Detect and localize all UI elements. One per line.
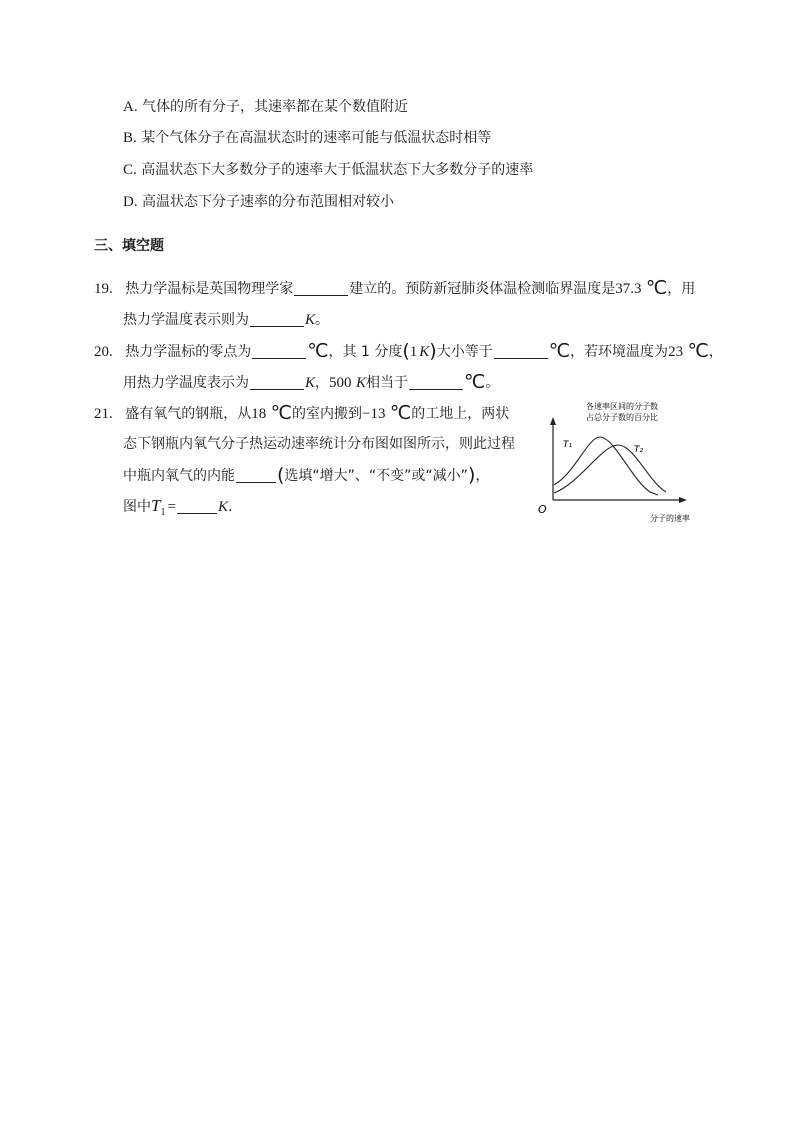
q20-paren-right: ) [429, 340, 437, 362]
q19-text-a: 热力学温标是英国物理学家 [125, 281, 294, 297]
option-b-text: 某个气体分子在高温状态时的速率可能与低温状态时相等 [141, 130, 492, 146]
option-c-text: 高温状态下大多数分子的速率大于低温状态下大多数分子的速率 [141, 162, 534, 178]
q20-text-g: ， [315, 375, 330, 391]
figure-ylabel-line1: 各速率区间的分子数 [586, 402, 658, 411]
q21-blank-1[interactable] [236, 468, 276, 483]
option-d-text: 高温状态下分子速率的分布范围相对较小 [142, 194, 395, 210]
q21-unit-c-2: ℃ [389, 402, 412, 424]
q20-blank-3[interactable] [250, 375, 304, 390]
q20-text-a: 热力学温标的零点为 [125, 344, 252, 360]
q19-text-e: 。 [315, 312, 330, 328]
q20-number: 20. [94, 344, 113, 360]
q21-T: T [151, 496, 161, 515]
option-b [123, 128, 491, 148]
q21-sub-1: 1 [160, 506, 166, 518]
q21-text-g: 图中 [123, 499, 151, 515]
q21-text-d: 中瓶内氧气的内能 [123, 468, 235, 484]
figure-ylabel-line2: 占总分子数的百分比 [586, 413, 658, 422]
q20-text-d: ，若环境温度为 [570, 344, 669, 360]
q21-line2: 态下钢瓶内氧气分子热运动速率统计分布图如图所示，则此过程 [123, 436, 515, 452]
q20-blank-2[interactable] [494, 344, 548, 359]
q20-unit-k-2: K [305, 375, 316, 391]
q19-blank-2[interactable] [250, 312, 304, 327]
q20-text-f: 用热力学温度表示为 [123, 375, 249, 391]
q19-text-c: ，用 [667, 281, 696, 297]
q19-text-b: 建立的。预防新冠肺炎体温检测临界温度是 [349, 281, 616, 297]
q19-line1 [94, 278, 695, 299]
figure-xlabel: 分子的速率 [650, 514, 690, 523]
figure-x-arrow-icon [679, 497, 687, 503]
q20-text-c: 大小等于 [436, 344, 493, 360]
q21-text-f: ， [475, 468, 490, 484]
q19-text-d: 热力学温度表示则为 [123, 312, 249, 328]
q21-line4 [123, 496, 232, 523]
figure-y-arrow-icon [550, 417, 556, 425]
q20-unit-c-3: ℃ [687, 340, 709, 362]
q20-text-i: 。 [485, 375, 500, 391]
figure-label-t2: T₂ [634, 445, 644, 455]
q20-unit-c-2: ℃ [548, 340, 571, 362]
q20-blank-1[interactable] [252, 344, 306, 359]
q21-text-e: 选填“增大”、“不变”或“减小” [284, 468, 468, 484]
section-title: 三、填空题 [94, 238, 164, 254]
q20-text-b: ，其 1 分度 [328, 344, 403, 360]
q21-text-c: 的工地上，两状 [411, 406, 510, 422]
q21-temp-2: −13 [362, 406, 386, 422]
q20-line1 [94, 341, 723, 362]
q19-line2 [123, 310, 329, 330]
q21-text-h: . [227, 499, 233, 515]
q21-blank-2[interactable] [177, 499, 217, 514]
q21-paren-right: ) [467, 464, 476, 486]
q21-unit-k: K [217, 499, 228, 515]
q19-blank-1[interactable] [294, 281, 348, 296]
figure-origin-label: O [538, 503, 547, 516]
q21-paren-left: ( [277, 464, 285, 486]
option-c-label: C. [123, 162, 137, 178]
option-a [123, 97, 408, 117]
q21-text-b: 的室内搬到 [292, 406, 362, 422]
q21-unit-c-1: ℃ [270, 402, 292, 424]
q19-number: 19. [94, 281, 113, 297]
q20-unit-c-4: ℃ [463, 371, 486, 393]
q20-one: 1 [409, 344, 418, 360]
q20-text-h: 相当于 [365, 375, 408, 391]
figure-label-t1: T₁ [563, 440, 573, 450]
q20-500: 500 [329, 375, 352, 391]
option-a-label: A. [123, 99, 138, 115]
q20-blank-4[interactable] [409, 375, 463, 390]
q21-line1 [94, 403, 509, 424]
q21-line3 [123, 465, 489, 486]
q20-unit-k-1: K [419, 344, 430, 360]
speed-distribution-figure [530, 395, 700, 530]
q21-temp-1: 18 [251, 406, 267, 422]
option-c [123, 160, 533, 180]
q20-unit-c-1: ℃ [307, 340, 329, 362]
option-b-label: B. [123, 130, 137, 146]
option-d [123, 192, 394, 212]
option-a-text: 气体的所有分子，其速率都在某个数值附近 [142, 99, 409, 115]
q20-paren-left: ( [402, 340, 410, 362]
q19-temp: 37.3 [615, 281, 642, 297]
q21-equals: = [167, 499, 176, 515]
q19-unit-k: K [305, 312, 316, 328]
q20-unit-k-3: K [355, 375, 366, 391]
option-d-label: D. [123, 194, 138, 210]
q19-unit-c: ℃ [645, 277, 668, 299]
q21-number: 21. [94, 406, 113, 422]
q20-temp: 23 [668, 344, 684, 360]
q20-text-e: ， [708, 344, 723, 360]
q20-line2 [123, 372, 499, 393]
q21-text-a: 盛有氧气的钢瓶，从 [125, 406, 252, 422]
